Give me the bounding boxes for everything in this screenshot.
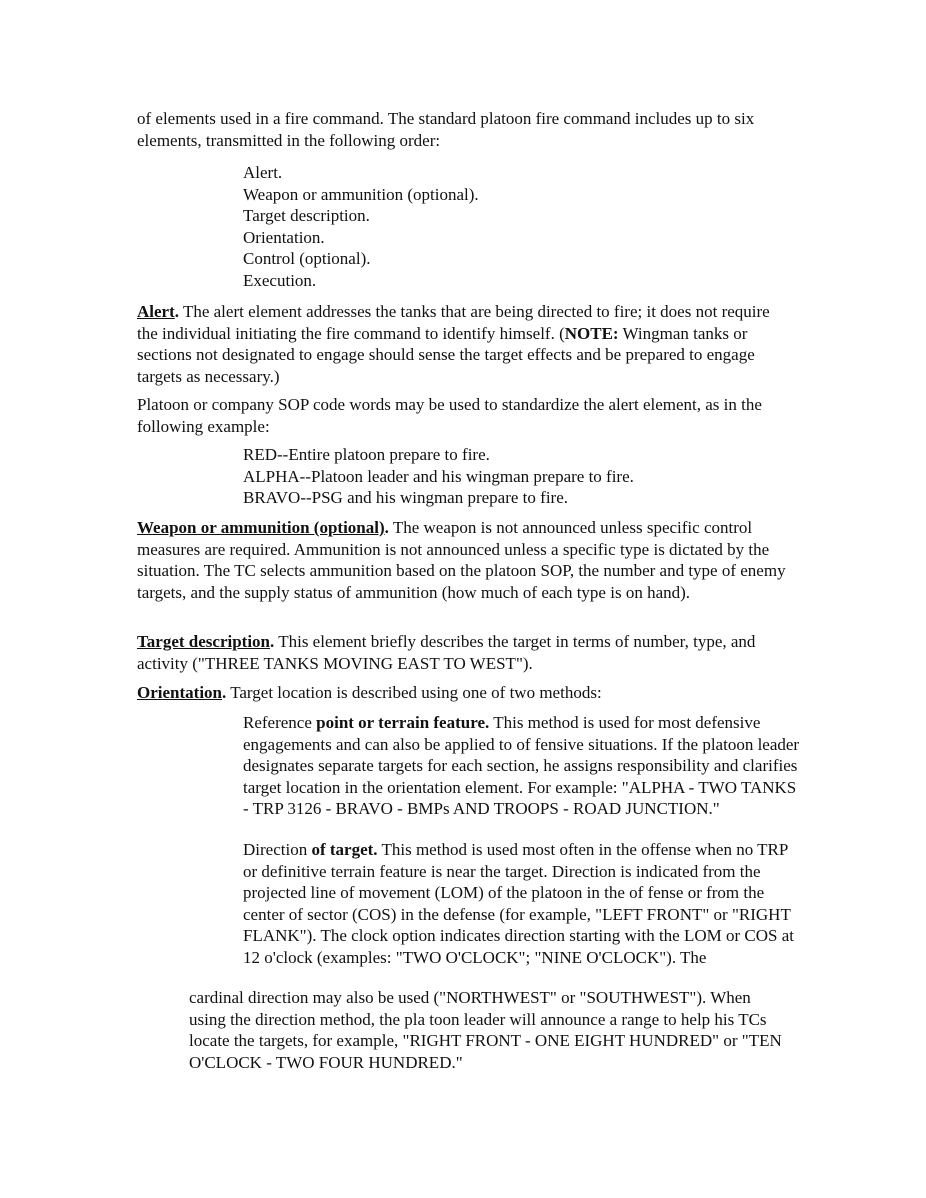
sop-paragraph xyxy=(137,394,787,437)
direction-lead: Direction xyxy=(243,840,312,859)
list-item: RED--Entire platoon prepare to fire. xyxy=(243,445,490,464)
list-item: Execution. xyxy=(243,270,317,290)
weapon-paragraph xyxy=(137,517,787,603)
direction-continuation: cardinal direction may also be used ("NORTHWEST" or "SOUTHWEST"). When using the direction method, the pla toon leader will announce a range to help his TCs locate the targets, for example, "RIGHT FRONT - ONE EIGHT HUNDRED" or "TEN O'CLOCK - TWO FOUR HUNDRED." xyxy=(189,988,782,1072)
alert-heading-punct: . xyxy=(174,302,180,321)
alert-paragraph xyxy=(137,301,787,387)
list-item: Alert. xyxy=(243,163,283,182)
list-item: ALPHA--Platoon leader and his wingman prepare to fire. xyxy=(243,466,634,486)
intro-text: of elements used in a fire command. The standard platoon fire command includes up to six elements, transmitted in the following order: xyxy=(137,109,755,150)
target-paragraph xyxy=(137,631,787,674)
weapon-heading-punct: . xyxy=(384,518,389,537)
reference-lead: Reference xyxy=(243,713,317,732)
reference-text: This method is used for most defensive engagements and can also be applied to of fensive situations. If the platoon leader designates separate targets for each section, he assigns responsibility and clarifies target location in the orientation element. For example: "ALPHA - TWO TANKS - TRP 3126 - BRAVO - BMPs AND TROOPS - ROAD JUNCTION." xyxy=(243,713,800,818)
target-heading: Target description xyxy=(137,632,271,651)
orientation-text: Target location is described using one of two methods: xyxy=(226,683,602,702)
list-item: Orientation. xyxy=(243,227,325,247)
reference-method-paragraph xyxy=(243,712,803,820)
list-item: Control (optional). xyxy=(243,249,371,268)
target-text: This element briefly describes the target in terms of number, type, and activity ("THREE TANKS MOVING EAST TO WEST"). xyxy=(137,632,756,673)
orientation-paragraph xyxy=(137,682,787,704)
alert-text-a: The alert element addresses the tanks that are being directed to fire; it does not require the individual initiating the fire command to identify himself. ( xyxy=(137,302,770,343)
note-label: NOTE: xyxy=(564,323,619,343)
weapon-text: The weapon is not announced unless specific control measures are required. Ammunition is not announced unless a specific type is dictated by the situation. The TC selects ammunition based on the platoon SOP, the number and type of enemy targets, and the supply status of ammunition (how much of each type is on hand). xyxy=(137,518,786,602)
alert-text-b: Wingman tanks or sections not designated to engage should sense the target effects and be prepared to engage targets as necessary.) xyxy=(137,323,755,386)
list-item: BRAVO--PSG and his wingman prepare to fire. xyxy=(243,488,569,507)
direction-bold: of target. xyxy=(311,840,378,859)
list-item: Weapon or ammunition (optional). xyxy=(243,184,479,204)
direction-continuation-paragraph xyxy=(189,987,789,1073)
intro-paragraph xyxy=(137,108,787,151)
reference-bold: point or terrain feature. xyxy=(316,713,490,732)
orientation-heading: Orientation xyxy=(137,683,222,702)
direction-text: This method is used most often in the offense when no TRP or definitive terrain feature is near the target. Direction is indicated from the projected line of movement (LOM) of the platoon in the of fense or from the center of sector (COS) in the defense (for example, "LEFT FRONT" or "RIGHT FLANK"). The clock option indicates direction starting with the LOM or COS at 12 o'clock (examples: "TWO O'CLOCK"; "NINE O'CLOCK"). The xyxy=(243,840,795,967)
orientation-heading-punct: . xyxy=(222,683,227,702)
target-heading-punct: . xyxy=(270,632,275,651)
fire-command-elements-list xyxy=(243,162,803,291)
sop-text: Platoon or company SOP code words may be used to standardize the alert element, as in the following example: xyxy=(137,395,762,436)
code-words-list xyxy=(243,444,803,509)
alert-heading: Alert xyxy=(137,302,175,321)
weapon-heading: Weapon or ammunition (optional) xyxy=(137,518,385,537)
list-item: Target description. xyxy=(243,206,370,225)
direction-method-paragraph xyxy=(243,839,803,968)
